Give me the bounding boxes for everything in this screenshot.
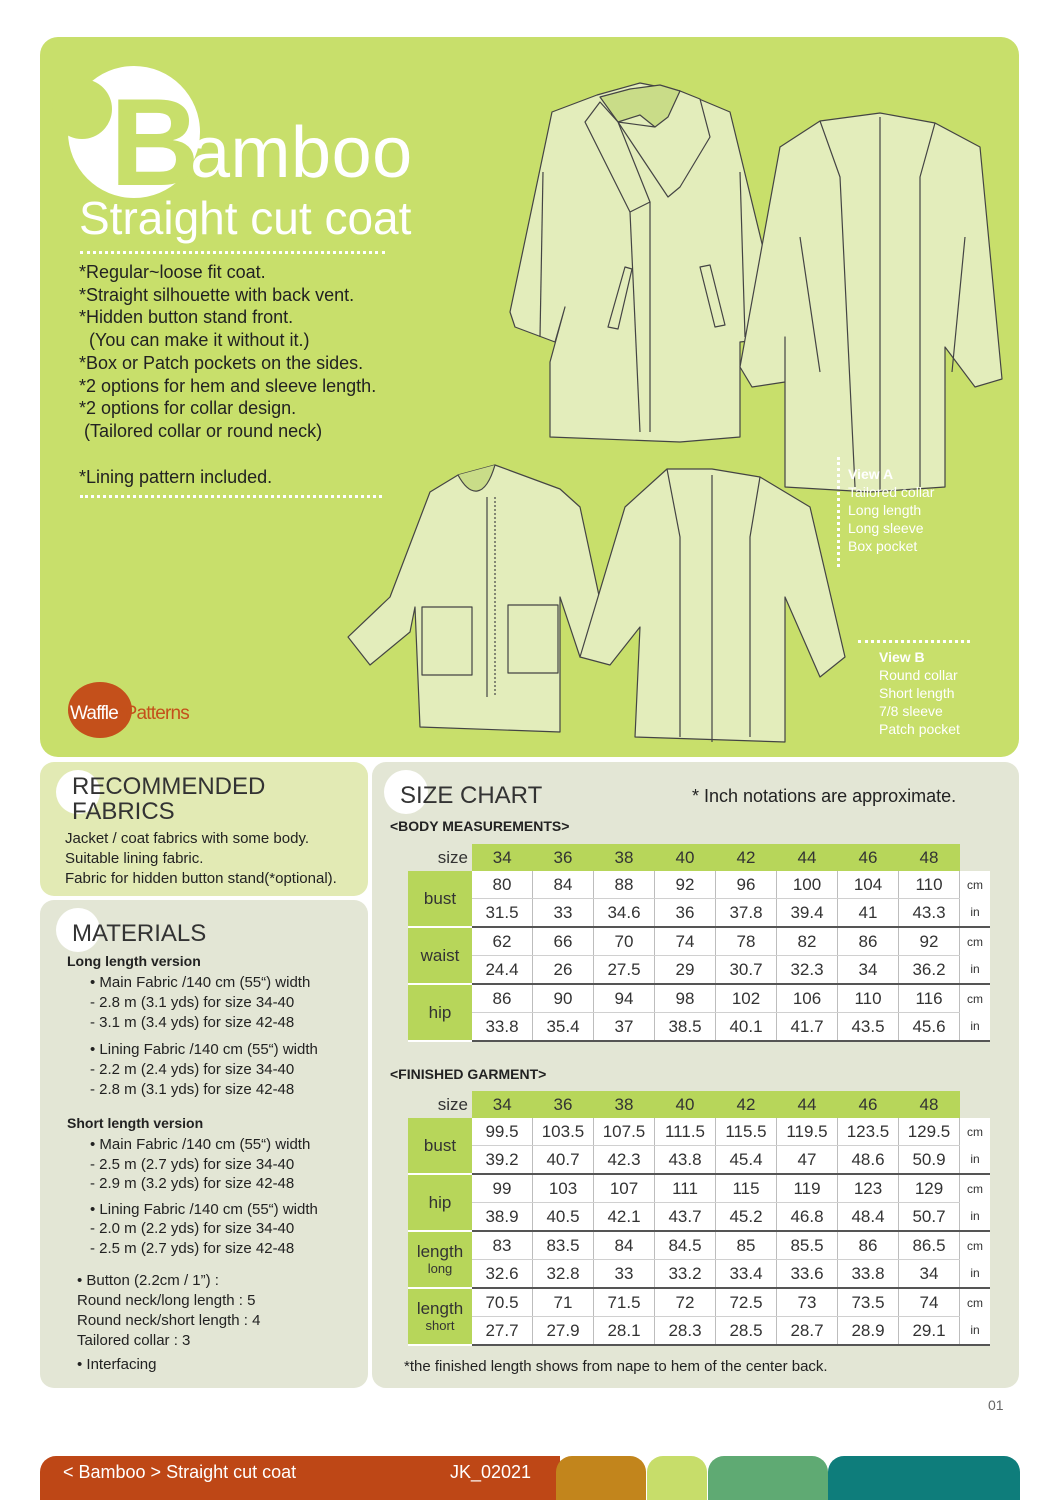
view-b-detail: 7/8 sleeve bbox=[879, 703, 943, 719]
size-header-cell: 48 bbox=[899, 1091, 960, 1118]
size-header-label: size bbox=[437, 847, 468, 867]
measurement-row-in bbox=[408, 899, 990, 928]
cm-value-cell: 119 bbox=[777, 1174, 838, 1203]
view-a-title: View A bbox=[848, 466, 894, 482]
size-header-cell: 40 bbox=[655, 844, 716, 871]
cm-value-cell: 100 bbox=[777, 871, 838, 899]
feature-item: *Straight silhouette with back vent. bbox=[79, 284, 355, 305]
header-spacer bbox=[960, 844, 991, 871]
inch-value-cell: 38.5 bbox=[655, 1013, 716, 1042]
footer-tab bbox=[556, 1456, 646, 1500]
unit-in-label: in bbox=[960, 899, 991, 928]
inch-value-cell: 40.5 bbox=[533, 1203, 594, 1232]
view-b-detail: Round collar bbox=[879, 667, 958, 683]
view-a-detail: Long sleeve bbox=[848, 520, 924, 536]
view-a-detail: Tailored collar bbox=[848, 484, 935, 500]
view-a-label bbox=[848, 465, 934, 555]
measurement-label bbox=[408, 927, 472, 984]
measurement-label bbox=[408, 1288, 472, 1345]
inch-value-cell: 34 bbox=[838, 956, 899, 985]
unit-cm-label: cm bbox=[960, 1231, 991, 1260]
cm-value-cell: 72 bbox=[655, 1288, 716, 1317]
unit-in-label: in bbox=[960, 1317, 991, 1346]
view-a-dotted-line bbox=[837, 457, 840, 567]
size-header-cell: 34 bbox=[472, 1091, 533, 1118]
inch-value-cell: 48.4 bbox=[838, 1203, 899, 1232]
unit-cm-label: cm bbox=[960, 927, 991, 956]
cm-value-cell: 85.5 bbox=[777, 1231, 838, 1260]
inch-value-cell: 43.7 bbox=[655, 1203, 716, 1232]
cm-value-cell: 84 bbox=[533, 871, 594, 899]
body-measurements-heading: <BODY MEASUREMENTS> bbox=[390, 818, 570, 834]
cm-value-cell: 107.5 bbox=[594, 1118, 655, 1146]
inch-value-cell: 33 bbox=[594, 1260, 655, 1289]
inch-note: * Inch notations are approximate. bbox=[692, 786, 957, 806]
cm-value-cell: 94 bbox=[594, 984, 655, 1013]
logo-word-patterns: *Patterns bbox=[118, 703, 189, 724]
recommended-fabrics-panel bbox=[40, 762, 368, 896]
feature-item: *Regular~loose fit coat. bbox=[79, 262, 266, 282]
view-b-detail: Short length bbox=[879, 685, 955, 701]
size-chart-panel bbox=[372, 762, 1019, 1388]
size-header-cell: 40 bbox=[655, 1091, 716, 1118]
measurement-name: hip bbox=[428, 1192, 452, 1212]
unit-cm-label: cm bbox=[960, 871, 991, 899]
inch-value-cell: 32.3 bbox=[777, 956, 838, 985]
inch-value-cell: 34.6 bbox=[594, 899, 655, 928]
inch-value-cell: 32.6 bbox=[472, 1260, 533, 1289]
inch-value-cell: 33 bbox=[533, 899, 594, 928]
materials-panel bbox=[40, 900, 368, 1388]
size-header-cell: 46 bbox=[838, 844, 899, 871]
header-spacer bbox=[960, 1091, 991, 1118]
cm-value-cell: 62 bbox=[472, 927, 533, 956]
measurement-row-in bbox=[408, 1013, 990, 1042]
brand-initial: B bbox=[110, 74, 200, 212]
cm-value-cell: 103 bbox=[533, 1174, 594, 1203]
cm-value-cell: 99 bbox=[472, 1174, 533, 1203]
recommended-title-line1: RECOMMENDED bbox=[72, 773, 266, 800]
inch-value-cell: 30.7 bbox=[716, 956, 777, 985]
cm-value-cell: 96 bbox=[716, 871, 777, 899]
inch-value-cell: 43.5 bbox=[838, 1013, 899, 1042]
size-header-cell: 46 bbox=[838, 1091, 899, 1118]
footer-tab bbox=[828, 1456, 1020, 1500]
cm-value-cell: 85 bbox=[716, 1231, 777, 1260]
inch-value-cell: 45.6 bbox=[899, 1013, 960, 1042]
cm-value-cell: 74 bbox=[899, 1288, 960, 1317]
cm-value-cell: 88 bbox=[594, 871, 655, 899]
measurement-row-in bbox=[408, 1203, 990, 1232]
inch-value-cell: 27.5 bbox=[594, 956, 655, 985]
lining-note: *Lining pattern included. bbox=[79, 467, 273, 487]
short-version-heading: Short length version bbox=[67, 1115, 204, 1131]
inch-value-cell: 42.3 bbox=[594, 1146, 655, 1175]
feature-item: *Box or Patch pockets on the sides. bbox=[79, 352, 364, 373]
inch-value-cell: 50.7 bbox=[899, 1203, 960, 1232]
footer-code: JK_02021 bbox=[450, 1462, 532, 1482]
inch-value-cell: 29.1 bbox=[899, 1317, 960, 1346]
view-b-label bbox=[879, 648, 960, 738]
recommended-title-line2: FABRICS bbox=[72, 798, 175, 825]
inch-value-cell: 38.9 bbox=[472, 1203, 533, 1232]
cm-value-cell: 73.5 bbox=[838, 1288, 899, 1317]
unit-in-label: in bbox=[960, 1203, 991, 1232]
inch-value-cell: 27.7 bbox=[472, 1317, 533, 1346]
inch-value-cell: 39.2 bbox=[472, 1146, 533, 1175]
feature-item: (You can make it without it.) bbox=[79, 330, 310, 351]
inch-value-cell: 43.8 bbox=[655, 1146, 716, 1175]
material-line: - 2.8 m (3.1 yds) for size 42-48 bbox=[90, 1081, 295, 1098]
measurement-row-cm bbox=[408, 927, 990, 956]
unit-in-label: in bbox=[960, 1260, 991, 1289]
inch-value-cell: 40.7 bbox=[533, 1146, 594, 1175]
cm-value-cell: 70.5 bbox=[472, 1288, 533, 1317]
inch-value-cell: 28.5 bbox=[716, 1317, 777, 1346]
measurement-sublabel: long bbox=[427, 1260, 453, 1276]
page-number: 01 bbox=[988, 1397, 1004, 1413]
inch-value-cell: 26 bbox=[533, 956, 594, 985]
measurement-row-in bbox=[408, 1317, 990, 1346]
measurement-row-cm bbox=[408, 984, 990, 1013]
finished-garment-table bbox=[408, 1091, 990, 1346]
cm-value-cell: 107 bbox=[594, 1174, 655, 1203]
inch-value-cell: 28.7 bbox=[777, 1317, 838, 1346]
inch-value-cell: 28.9 bbox=[838, 1317, 899, 1346]
material-line: Round neck/short length : 4 bbox=[77, 1312, 261, 1329]
material-line: • Lining Fabric /140 cm (55“) width bbox=[90, 1041, 318, 1058]
material-line: Tailored collar : 3 bbox=[77, 1332, 191, 1349]
inch-value-cell: 35.4 bbox=[533, 1013, 594, 1042]
size-header-label: size bbox=[437, 1094, 468, 1114]
size-header-cell: 36 bbox=[533, 1091, 594, 1118]
size-header-row bbox=[408, 1091, 990, 1118]
cm-value-cell: 78 bbox=[716, 927, 777, 956]
material-line: - 2.8 m (3.1 yds) for size 34-40 bbox=[90, 994, 295, 1011]
measurement-label bbox=[408, 1231, 472, 1288]
material-line: - 2.2 m (2.4 yds) for size 34-40 bbox=[90, 1061, 295, 1078]
inch-value-cell: 32.8 bbox=[533, 1260, 594, 1289]
cm-value-cell: 104 bbox=[838, 871, 899, 899]
inch-value-cell: 28.1 bbox=[594, 1317, 655, 1346]
inch-value-cell: 37.8 bbox=[716, 899, 777, 928]
cm-value-cell: 80 bbox=[472, 871, 533, 899]
size-header-cell: 44 bbox=[777, 1091, 838, 1118]
measurement-label bbox=[408, 1174, 472, 1231]
footer-breadcrumb: < Bamboo > Straight cut coat bbox=[63, 1462, 297, 1482]
measurement-name: length bbox=[416, 1241, 464, 1261]
inch-value-cell: 27.9 bbox=[533, 1317, 594, 1346]
measurement-row-in bbox=[408, 956, 990, 985]
cm-value-cell: 71 bbox=[533, 1288, 594, 1317]
inch-value-cell: 24.4 bbox=[472, 956, 533, 985]
coat-illustrations bbox=[40, 37, 1019, 757]
cm-value-cell: 111 bbox=[655, 1174, 716, 1203]
cm-value-cell: 83.5 bbox=[533, 1231, 594, 1260]
material-line: • Main Fabric /140 cm (55“) width bbox=[90, 1136, 311, 1153]
material-line: • Main Fabric /140 cm (55“) width bbox=[90, 974, 311, 991]
finished-garment-heading: <FINISHED GARMENT> bbox=[390, 1066, 547, 1082]
cm-value-cell: 98 bbox=[655, 984, 716, 1013]
cm-value-cell: 103.5 bbox=[533, 1118, 594, 1146]
size-header-row bbox=[408, 844, 990, 871]
inch-value-cell: 34 bbox=[899, 1260, 960, 1289]
unit-in-label: in bbox=[960, 1013, 991, 1042]
length-footnote: *the finished length shows from nape to hem of the center back. bbox=[404, 1358, 828, 1375]
inch-value-cell: 37 bbox=[594, 1013, 655, 1042]
cm-value-cell: 115.5 bbox=[716, 1118, 777, 1146]
material-line: - 2.5 m (2.7 yds) for size 42-48 bbox=[90, 1240, 295, 1257]
size-header-cell: 34 bbox=[472, 844, 533, 871]
view-a-front-coat bbox=[510, 83, 785, 442]
measurement-name: bust bbox=[423, 1135, 457, 1155]
inch-value-cell: 33.6 bbox=[777, 1260, 838, 1289]
unit-cm-label: cm bbox=[960, 1288, 991, 1317]
feature-item: *Hidden button stand front. bbox=[79, 307, 294, 328]
view-b-title: View B bbox=[879, 649, 925, 665]
inch-value-cell: 42.1 bbox=[594, 1203, 655, 1232]
cm-value-cell: 86 bbox=[838, 1231, 899, 1260]
inch-value-cell: 28.3 bbox=[655, 1317, 716, 1346]
unit-in-label: in bbox=[960, 956, 991, 985]
material-line: - 2.9 m (3.2 yds) for size 42-48 bbox=[90, 1175, 295, 1192]
measurement-row-cm bbox=[408, 1174, 990, 1203]
inch-value-cell: 33.4 bbox=[716, 1260, 777, 1289]
size-header-cell: 38 bbox=[594, 844, 655, 871]
measurement-row-in bbox=[408, 1146, 990, 1175]
measurement-name: hip bbox=[428, 1002, 452, 1022]
inch-value-cell: 36.2 bbox=[899, 956, 960, 985]
body-measurements-table bbox=[408, 844, 990, 1042]
view-b-back-jacket bbox=[580, 469, 845, 742]
footer-tab bbox=[647, 1456, 707, 1500]
material-line: Round neck/long length : 5 bbox=[77, 1292, 256, 1309]
cm-value-cell: 90 bbox=[533, 984, 594, 1013]
cm-value-cell: 99.5 bbox=[472, 1118, 533, 1146]
size-header-cell: 36 bbox=[533, 844, 594, 871]
brand-name: amboo bbox=[190, 113, 413, 193]
cm-value-cell: 86 bbox=[472, 984, 533, 1013]
measurement-label bbox=[408, 984, 472, 1041]
cm-value-cell: 71.5 bbox=[594, 1288, 655, 1317]
unit-cm-label: cm bbox=[960, 1118, 991, 1146]
cm-value-cell: 72.5 bbox=[716, 1288, 777, 1317]
inch-value-cell: 31.5 bbox=[472, 899, 533, 928]
hero-panel bbox=[40, 37, 1019, 757]
size-chart-title: SIZE CHART bbox=[400, 782, 543, 809]
inch-value-cell: 41.7 bbox=[777, 1013, 838, 1042]
material-line: - 3.1 m (3.4 yds) for size 42-48 bbox=[90, 1014, 295, 1031]
cm-value-cell: 110 bbox=[899, 871, 960, 899]
inch-value-cell: 45.2 bbox=[716, 1203, 777, 1232]
long-version-heading: Long length version bbox=[67, 953, 201, 969]
cm-value-cell: 86.5 bbox=[899, 1231, 960, 1260]
inch-value-cell: 39.4 bbox=[777, 899, 838, 928]
cm-value-cell: 111.5 bbox=[655, 1118, 716, 1146]
waffle-patterns-logo bbox=[70, 703, 189, 725]
cm-value-cell: 84.5 bbox=[655, 1231, 716, 1260]
cm-value-cell: 116 bbox=[899, 984, 960, 1013]
cm-value-cell: 110 bbox=[838, 984, 899, 1013]
cm-value-cell: 73 bbox=[777, 1288, 838, 1317]
measurement-sublabel: short bbox=[425, 1317, 455, 1333]
view-b-detail: Patch pocket bbox=[879, 721, 960, 737]
unit-in-label: in bbox=[960, 1146, 991, 1175]
view-b-dotted-line bbox=[858, 640, 970, 643]
size-header-cell: 48 bbox=[899, 844, 960, 871]
view-a-back-coat bbox=[740, 113, 1002, 492]
feature-item: *2 options for hem and sleeve length. bbox=[79, 375, 377, 396]
inch-value-cell: 29 bbox=[655, 956, 716, 985]
measurement-name: length bbox=[416, 1298, 464, 1318]
cm-value-cell: 82 bbox=[777, 927, 838, 956]
logo-word-waffle: Waffle bbox=[70, 703, 118, 724]
measurement-row-cm bbox=[408, 1118, 990, 1146]
size-header-cell: 44 bbox=[777, 844, 838, 871]
material-line: • Lining Fabric /140 cm (55“) width bbox=[90, 1201, 318, 1218]
cm-value-cell: 74 bbox=[655, 927, 716, 956]
cm-value-cell: 129.5 bbox=[899, 1118, 960, 1146]
material-line: - 2.0 m (2.2 yds) for size 34-40 bbox=[90, 1220, 295, 1237]
cm-value-cell: 92 bbox=[655, 871, 716, 899]
inch-value-cell: 41 bbox=[838, 899, 899, 928]
cm-value-cell: 129 bbox=[899, 1174, 960, 1203]
material-line: - 2.5 m (2.7 yds) for size 34-40 bbox=[90, 1156, 295, 1173]
cm-value-cell: 119.5 bbox=[777, 1118, 838, 1146]
cm-value-cell: 115 bbox=[716, 1174, 777, 1203]
measurement-row-cm bbox=[408, 871, 990, 899]
inch-value-cell: 36 bbox=[655, 899, 716, 928]
feature-item: *2 options for collar design. bbox=[79, 398, 297, 419]
materials-title: MATERIALS bbox=[72, 920, 207, 947]
inch-value-cell: 33.2 bbox=[655, 1260, 716, 1289]
cm-value-cell: 106 bbox=[777, 984, 838, 1013]
recommended-line: Jacket / coat fabrics with some body. bbox=[65, 830, 309, 847]
inch-value-cell: 45.4 bbox=[716, 1146, 777, 1175]
measurement-row-cm bbox=[408, 1231, 990, 1260]
inch-value-cell: 47 bbox=[777, 1146, 838, 1175]
view-a-detail: Box pocket bbox=[848, 538, 918, 554]
cm-value-cell: 66 bbox=[533, 927, 594, 956]
cm-value-cell: 123.5 bbox=[838, 1118, 899, 1146]
footer-tab bbox=[708, 1456, 828, 1500]
measurement-label bbox=[408, 871, 472, 927]
view-a-detail: Long length bbox=[848, 502, 922, 518]
recommended-line: Fabric for hidden button stand(*optional). bbox=[65, 870, 337, 887]
cm-value-cell: 102 bbox=[716, 984, 777, 1013]
size-header-cell: 42 bbox=[716, 1091, 777, 1118]
recommended-line: Suitable lining fabric. bbox=[65, 850, 204, 867]
inch-value-cell: 33.8 bbox=[838, 1260, 899, 1289]
measurement-row-cm bbox=[408, 1288, 990, 1317]
measurement-name: waist bbox=[420, 945, 460, 965]
size-header-cell: 38 bbox=[594, 1091, 655, 1118]
cm-value-cell: 84 bbox=[594, 1231, 655, 1260]
cm-value-cell: 92 bbox=[899, 927, 960, 956]
size-header-cell: 42 bbox=[716, 844, 777, 871]
unit-cm-label: cm bbox=[960, 1174, 991, 1203]
measurement-label bbox=[408, 1118, 472, 1174]
inch-value-cell: 33.8 bbox=[472, 1013, 533, 1042]
view-b-front-jacket bbox=[348, 465, 610, 732]
inch-value-cell: 43.3 bbox=[899, 899, 960, 928]
cm-value-cell: 86 bbox=[838, 927, 899, 956]
unit-cm-label: cm bbox=[960, 984, 991, 1013]
inch-value-cell: 46.8 bbox=[777, 1203, 838, 1232]
inch-value-cell: 48.6 bbox=[838, 1146, 899, 1175]
measurement-row-in bbox=[408, 1260, 990, 1289]
material-line: • Button (2.2cm / 1”) : bbox=[77, 1272, 219, 1289]
cm-value-cell: 70 bbox=[594, 927, 655, 956]
feature-item: (Tailored collar or round neck) bbox=[79, 420, 323, 441]
material-line: • Interfacing bbox=[77, 1356, 157, 1373]
cm-value-cell: 83 bbox=[472, 1231, 533, 1260]
cm-value-cell: 123 bbox=[838, 1174, 899, 1203]
measurement-name: bust bbox=[423, 888, 457, 908]
page-subtitle: Straight cut coat bbox=[79, 192, 412, 244]
inch-value-cell: 50.9 bbox=[899, 1146, 960, 1175]
inch-value-cell: 40.1 bbox=[716, 1013, 777, 1042]
